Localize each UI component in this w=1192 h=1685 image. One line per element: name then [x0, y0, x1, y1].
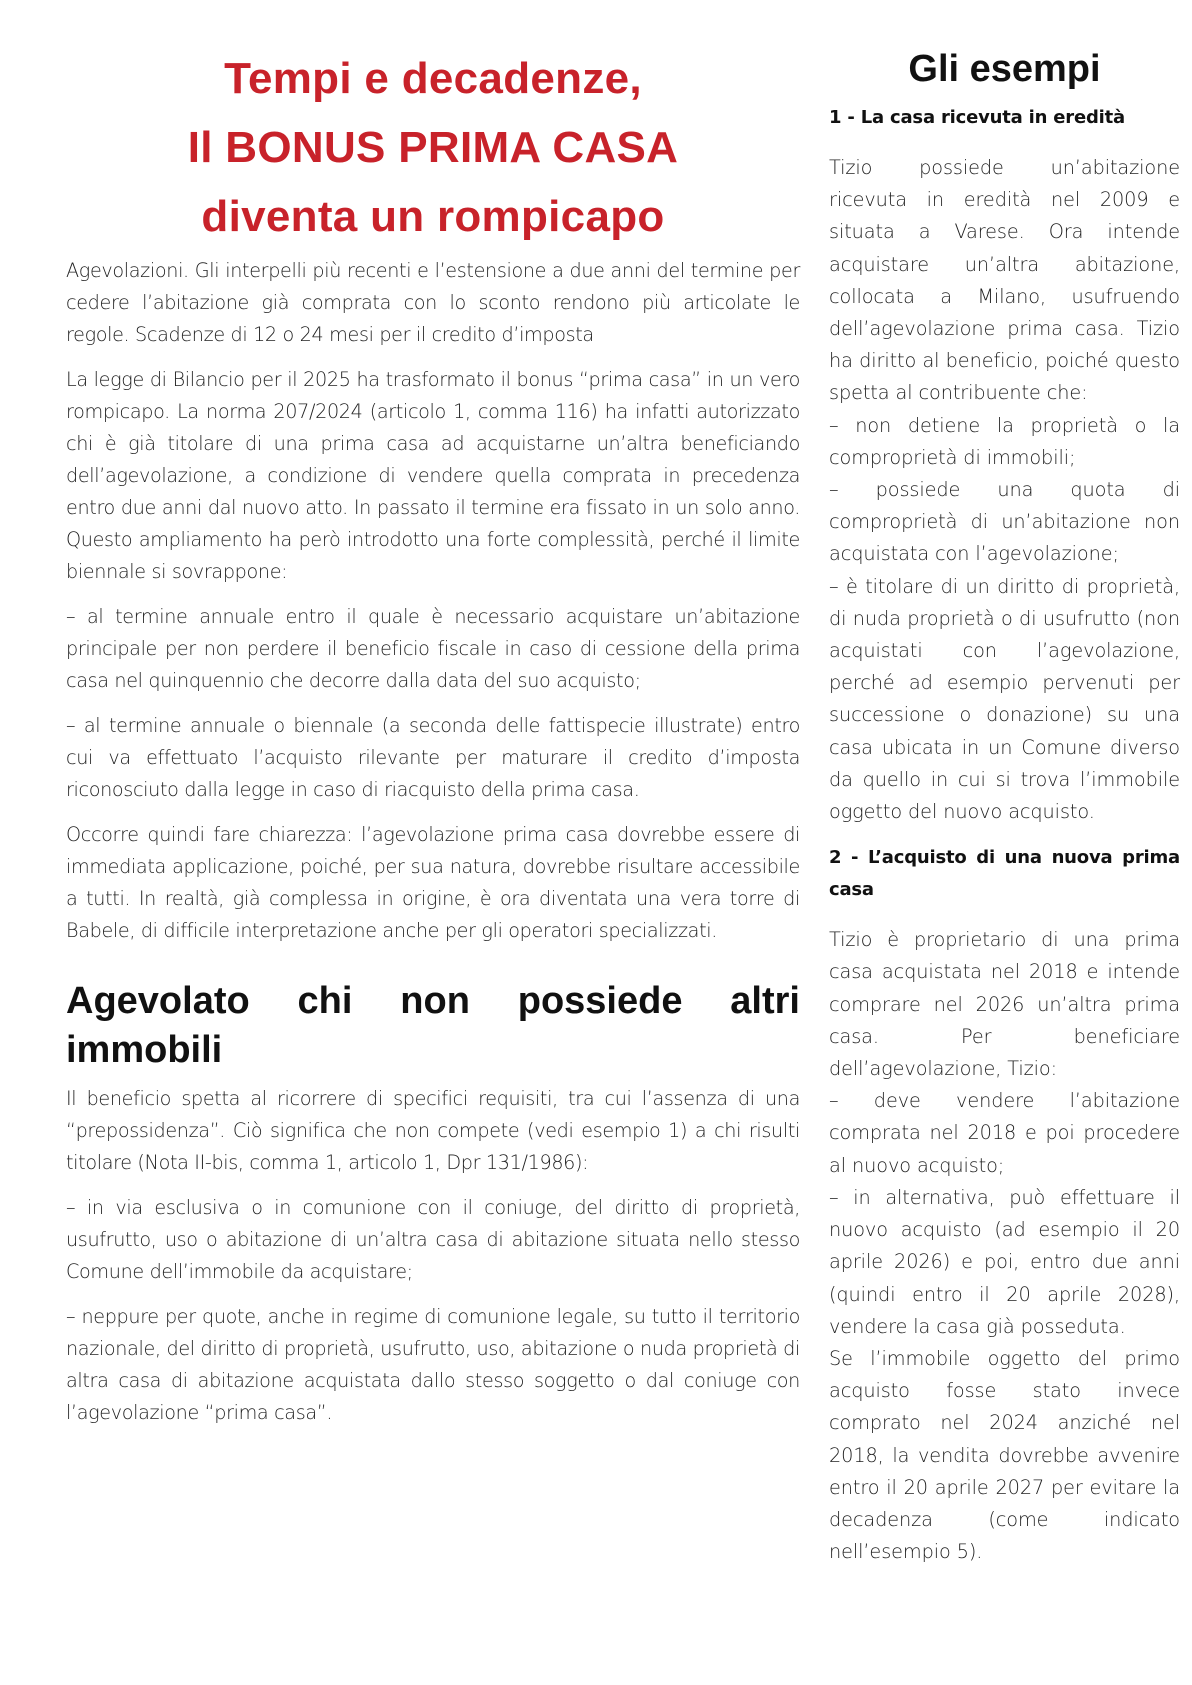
section-heading: Agevolato chi non possiede altri immobili [66, 980, 800, 1071]
example-text: Tizio possiede un’abitazione ricevuta in eredità nel 2009 e situata a Varese. Ora intende acquistare un’altra abitazione, collocata a Milano, usufruendo dell’agevolazione prima casa. Tizio ha diritto al beneficio, poiché questo spetta al contribuente che: [829, 156, 1180, 405]
main-article [66, 44, 800, 1442]
example-bullet: – in alternativa, può effettuare il nuovo acquisto (ad esempio il 20 aprile 2026) e poi, entro due anni (quindi entro il 20 aprile 2028), vendere la casa già posseduta. [829, 1185, 1180, 1338]
title-line-3: diventa un rompicapo [201, 192, 665, 241]
title-line-2: Il BONUS PRIMA CASA [187, 123, 679, 172]
example-bullet: – non detiene la proprietà o la comproprietà di immobili; [829, 413, 1180, 469]
example-text: Tizio è proprietario di una prima casa acquistata nel 2018 e intende comprare nel 2026 un’altra prima casa. Per beneficiare dell’agevolazione, Tizio: [829, 928, 1180, 1081]
article-lead: Agevolazioni. Gli interpelli più recenti e l’estensione a due anni del termine per cedere l’abitazione già comprata con lo sconto rendono più articolate le regole. Scadenze di 12 o 24 mesi per il credito d’imposta [66, 259, 800, 346]
article-title [66, 44, 800, 251]
article-paragraph: La legge di Bilancio per il 2025 ha trasformato il bonus “prima casa” in un vero rompicapo. La norma 207/2024 (articolo 1, comma 116) ha infatti autorizzato chi è già titolare di una prima casa ad acquistarne un’altra beneficiando dell’agevolazione, a condizione di vendere quella comprata in precedenza entro due anni dal nuovo atto. In passato il termine era fissato in un solo anno. Questo ampliamento ha però introdotto una forte complessità, perché il limite biennale si sovrappone: [66, 368, 800, 583]
example-1 [829, 102, 1180, 828]
example-2 [829, 842, 1180, 1568]
article-paragraph: – al termine annuale entro il quale è necessario acquistare un’abitazione principale per non perdere il beneficio fiscale in caso di cessione della prima casa nel quinquennio che decorre dalla data del suo acquisto; [66, 605, 800, 692]
examples-sidebar [829, 44, 1180, 1568]
example-bullet: – è titolare di un diritto di proprietà, di nuda proprietà o di usufrutto (non acquistati con l’agevolazione, perché ad esempio pervenuti per successione o donazione) su una casa ubicata in un Comune diverso da quello in cui si trova l’immobile oggetto del nuovo acquisto. [829, 574, 1180, 824]
example-bullet: – possiede una quota di comproprietà di un’abitazione non acquistata con l’agevolazione; [829, 478, 1180, 566]
article-paragraph: – al termine annuale o biennale (a seconda delle fattispecie illustrate) entro cui va effettuato l’acquisto rilevante per maturare il credito d’imposta riconosciuto dalla legge in caso di riacquisto della prima casa. [66, 714, 800, 801]
title-line-1: Tempi e decadenze, [224, 54, 642, 103]
example-heading: 1 - La casa ricevuta in eredità [829, 107, 1125, 128]
example-bullet: – deve vendere l’abitazione comprata nel 2018 e poi procedere al nuovo acquisto; [829, 1089, 1180, 1177]
example-text: Se l’immobile oggetto del primo acquisto fosse stato invece comprato nel 2024 anziché nel 2018, la vendita dovrebbe avvenire entro il 20 aprile 2027 per evitare la decadenza (come indicato nell’esempio 5). [829, 1346, 1180, 1564]
example-heading: 2 - L’acquisto di una nuova prima casa [829, 847, 1180, 901]
section-paragraph: Il beneficio spetta al ricorrere di specifici requisiti, tra cui l’assenza di una “prepossidenza”. Ciò significa che non compete (vedi esempio 1) a chi risulti titolare (Nota II-bis, comma 1, articolo 1, Dpr 131/1986): [66, 1087, 800, 1174]
section-paragraph: – in via esclusiva o in comunione con il coniuge, del diritto di proprietà, usufrutto, uso o abitazione di un’altra casa di abitazione situata nello stesso Comune dell’immobile da acquistare; [66, 1196, 800, 1283]
sidebar-title: Gli esempi [908, 48, 1101, 90]
article-paragraph: Occorre quindi fare chiarezza: l’agevolazione prima casa dovrebbe essere di immediata applicazione, poiché, per sua natura, dovrebbe risultare accessibile a tutti. In realtà, già complessa in origine, è ora diventata una vera torre di Babele, di difficile interpretazione anche per gli operatori specializzati. [66, 823, 800, 942]
section-paragraph: – neppure per quote, anche in regime di comunione legale, su tutto il territorio nazionale, del diritto di proprietà, usufrutto, uso, abitazione o nuda proprietà di altra casa di abitazione acquistata dallo stesso soggetto o dal coniuge con l’agevolazione “prima casa”. [66, 1305, 800, 1424]
